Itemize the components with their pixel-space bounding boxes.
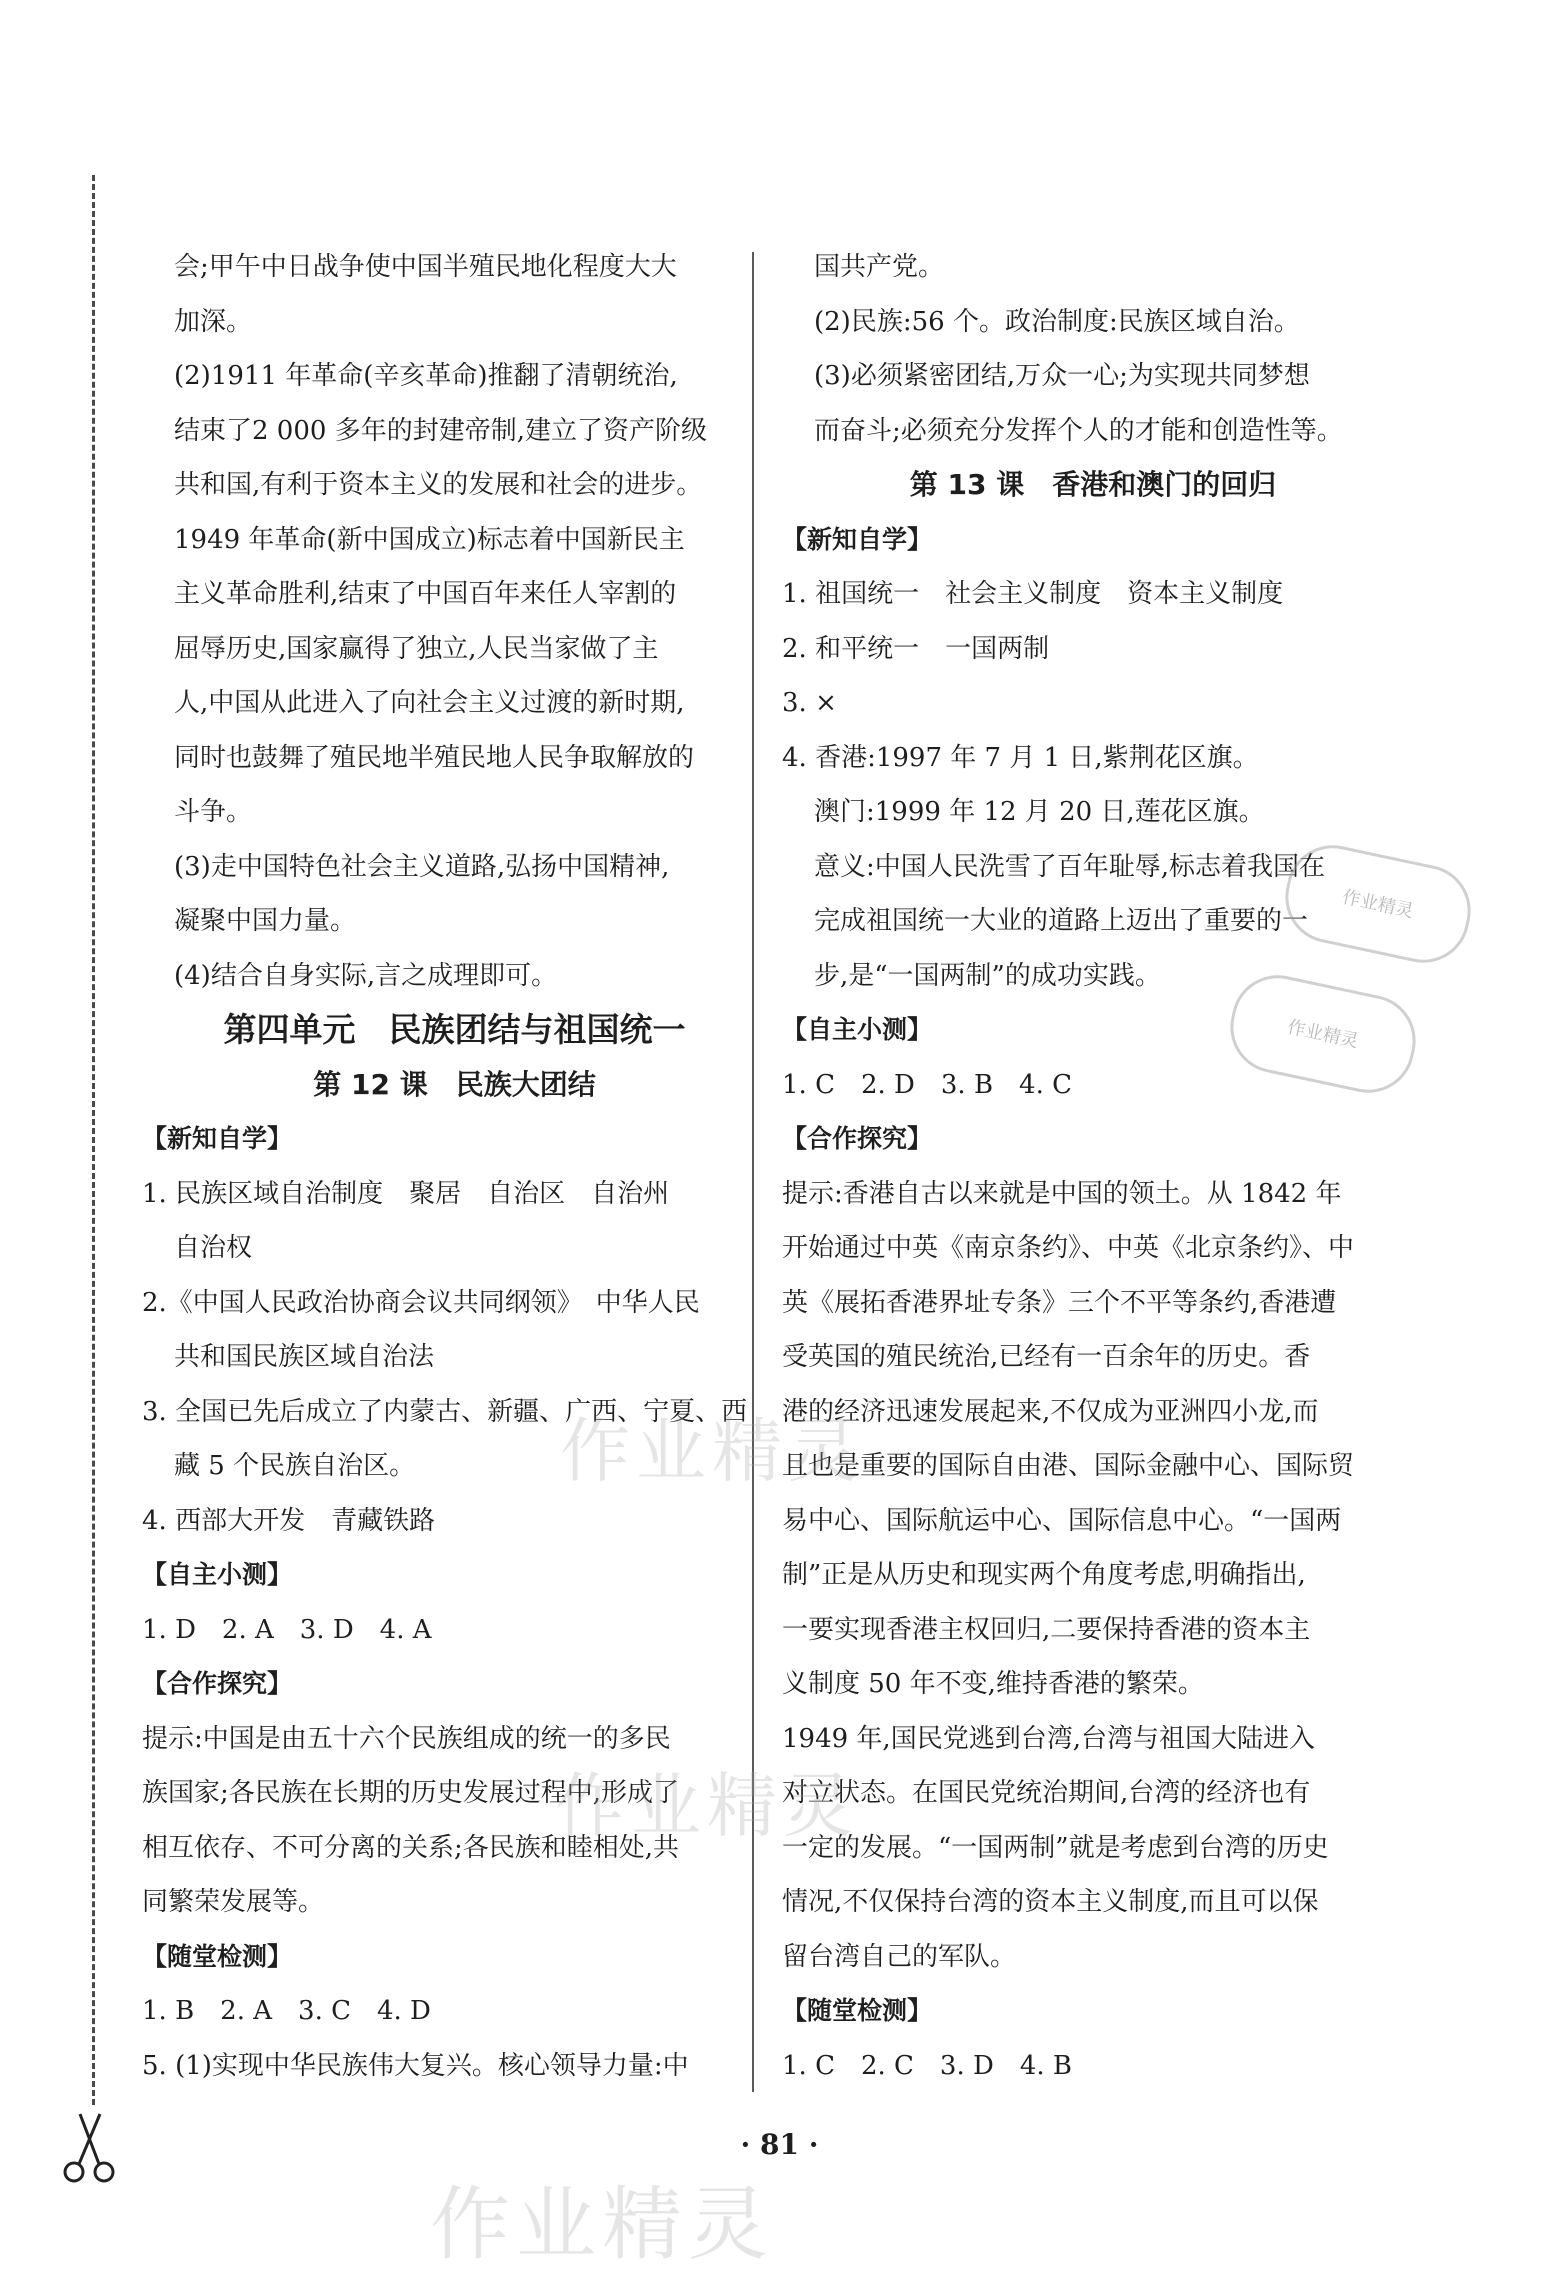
right-text-line: 澳门:1999 年 12 月 20 日,莲花区旗。 [814,797,1265,827]
left-text-line: 4. 西部大开发 青藏铁路 [142,1505,436,1536]
left-text-line: 同时也鼓舞了殖民地半殖民地人民争取解放的 [174,742,695,773]
left-text-line: 主义革命胜利,结束了中国百年来任人宰割的 [174,579,677,609]
cut-line [92,175,95,2105]
right-text-line: 易中心、国际航运中心、国际信息中心。“一国两 [782,1505,1342,1536]
left-text-line: (2)1911 年革命(辛亥革命)推翻了清朝统治, [174,361,678,391]
left-text-line: 相互依存、不可分离的关系;各民族和睦相处,共 [142,1832,680,1863]
right-column [782,240,1374,2093]
right-text-line: 港的经济迅速发展起来,不仅成为亚洲四小龙,而 [782,1396,1319,1427]
right-text-line: 对立状态。在国民党统治期间,台湾的经济也有 [782,1778,1311,1808]
right-section-heading: 【新知自学】 [782,524,933,554]
left-text-line: 5. (1)实现中华民族伟大复兴。核心领导力量:中 [142,2050,689,2081]
right-text-line: 英《展拓香港界址专条》三个不平等条约,香港遭 [782,1287,1337,1318]
watermark: 作业精灵 [555,1765,859,1847]
right-text-line: 完成祖国统一大业的道路上迈出了重要的一 [814,906,1309,936]
stamp-logo: 作业精灵 [1277,837,1479,972]
right-text-line: 情况,不仅保持台湾的资本主义制度,而且可以保 [782,1887,1319,1917]
left-text-line: 藏 5 个民族自治区。 [174,1451,416,1481]
right-text-line: (3)必须紧密团结,万众一心;为实现共同梦想 [814,361,1310,391]
right-text-line: 受英国的殖民统治,已经有一百余年的历史。香 [782,1342,1311,1372]
right-text-line: 一定的发展。“一国两制”就是考虑到台湾的历史 [782,1832,1329,1863]
right-section-heading: 【合作探究】 [782,1124,933,1153]
right-text-line: 2. 和平统一 一国两制 [782,633,1050,664]
lesson-title: 第 13 课 香港和澳门的回归 [909,468,1277,501]
lesson-title: 第 12 课 民族大团结 [313,1067,596,1101]
left-text-line: 族国家;各民族在长期的历史发展过程中,形成了 [142,1778,680,1808]
left-text-line: 1. 民族区域自治制度 聚居 自治区 自治州 [142,1178,670,1209]
right-text-line: 国共产党。 [814,252,945,282]
left-text-line: 屈辱历史,国家赢得了独立,人民当家做了主 [174,633,659,664]
right-section-heading: 【随堂检测】 [782,1996,933,2025]
left-text-line: (4)结合自身实际,言之成理即可。 [174,960,558,991]
watermark: 作业精灵 [430,2178,774,2271]
left-section-heading: 【合作探究】 [142,1669,293,1698]
left-column [142,240,748,2093]
left-text-line: 加深。 [174,306,253,337]
right-text-line: (2)民族:56 个。政治制度:民族区域自治。 [814,306,1300,337]
right-text-line: 提示:香港自古以来就是中国的领土。从 1842 年 [782,1178,1342,1209]
left-text-line: 凝聚中国力量。 [174,906,357,936]
right-text-line: 1. 祖国统一 社会主义制度 资本主义制度 [782,579,1284,609]
left-text-line: 人,中国从此进入了向社会主义过渡的新时期, [174,688,685,718]
right-section-heading: 【自主小测】 [782,1015,933,1044]
left-section-heading: 【自主小测】 [142,1560,293,1589]
left-text-line: 自治权 [174,1233,253,1263]
right-text-line: 意义:中国人民洗雪了百年耻辱,标志着我国在 [814,851,1326,882]
stamp-logo: 作业精灵 [1222,967,1424,1102]
column-divider [752,252,754,2092]
left-text-line: 同繁荣发展等。 [142,1887,325,1917]
unit-title: 第四单元 民族团结与祖国统一 [223,1010,686,1049]
page-number: · 81 · [740,2128,819,2161]
right-text-line: 制”正是从历史和现实两个角度考虑,明确指出, [782,1560,1306,1590]
right-text-line: 步,是“一国两制”的成功实践。 [814,960,1161,991]
left-text-line: 会;甲午中日战争使中国半殖民地化程度大大 [174,252,677,282]
right-text-line: 3. × [782,688,837,718]
left-text-line: 3. 全国已先后成立了内蒙古、新疆、广西、宁夏、西 [142,1396,748,1427]
left-text-line: 1. D 2. A 3. D 4. A [142,1614,432,1645]
right-text-line: 1. C 2. D 3. B 4. C [782,1069,1073,1100]
right-text-line: 1. C 2. C 3. D 4. B [782,2050,1073,2081]
right-text-line: 开始通过中英《南京条约》、中英《北京条约》、中 [782,1233,1355,1263]
left-text-line: 提示:中国是由五十六个民族组成的统一的多民 [142,1723,671,1754]
right-text-line: 而奋斗;必须充分发挥个人的才能和创造性等。 [814,415,1343,446]
left-section-heading: 【随堂检测】 [142,1941,293,1971]
watermark: 作业精灵 [560,1410,864,1492]
left-text-line: 共和国,有利于资本主义的发展和社会的进步。 [174,470,703,500]
left-text-line: (3)走中国特色社会主义道路,弘扬中国精神, [174,851,670,882]
left-text-line: 2.《中国人民政治协商会议共同纲领》 中华人民 [142,1287,700,1318]
right-text-line: 一要实现香港主权回归,二要保持香港的资本主 [782,1614,1311,1645]
left-text-line: 结束了2 000 多年的封建帝制,建立了资产阶级 [174,415,707,446]
right-text-line: 4. 香港:1997 年 7 月 1 日,紫荆花区旗。 [782,742,1259,773]
left-text-line: 共和国民族区域自治法 [174,1342,435,1372]
right-text-line: 且也是重要的国际自由港、国际金融中心、国际贸 [782,1451,1355,1481]
left-text-line: 斗争。 [174,797,253,827]
left-section-heading: 【新知自学】 [142,1124,293,1153]
left-text-line: 1. B 2. A 3. C 4. D [142,1996,431,2026]
left-text-line: 1949 年革命(新中国成立)标志着中国新民主 [174,524,685,555]
right-text-line: 义制度 50 年不变,维持香港的繁荣。 [782,1669,1204,1699]
right-text-line: 留台湾自己的军队。 [782,1941,1017,1972]
right-text-line: 1949 年,国民党逃到台湾,台湾与祖国大陆进入 [782,1723,1315,1754]
